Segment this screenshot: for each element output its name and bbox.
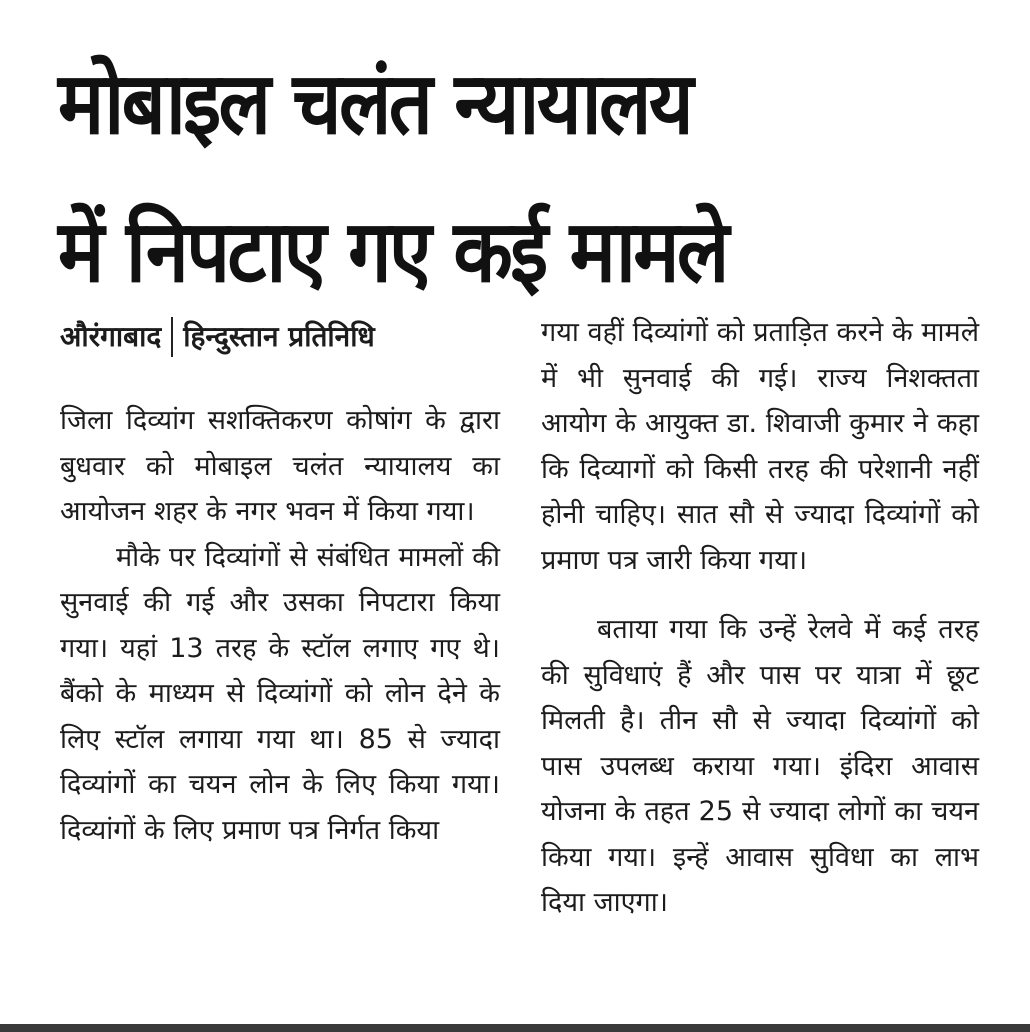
paragraph-left-1: जिला दिव्यांग सशक्तिकरण कोषांग के द्वारा बुधवार को मोबाइल चलंत न्यायालय का आयोजन शहर के नगर भवन में किया गया। <box>60 405 500 527</box>
article-column-left <box>60 310 500 853</box>
article-column-right <box>541 310 979 926</box>
paragraph-left-2: मौके पर दिव्यांगों से संबंधित मामलों की सुनवाई की गई और उसका निपटारा किया गया। यहां 13 तरह के स्टॉल लगाए गए थे। बैंको के माध्यम से दिव्यांगों को लोन देने के लिए स्टॉल लगाया गया था। 85 से ज्यादा दिव्यांगों का चयन लोन के लिए किया गया। दिव्यांगों के लिए प्रमाण पत्र निर्गत किया <box>60 541 500 846</box>
bottom-border <box>0 1024 1030 1032</box>
paragraph-right-1: गया वहीं दिव्यांगों को प्रताड़ित करने के मामले में भी सुनवाई की गई। राज्य निशक्तता आयोग के आयुक्त डा. शिवाजी कुमार ने कहा कि दिव्यागों को किसी तरह की परेशानी नहीं होनी चाहिए। सात सौ से ज्यादा दिव्यांगों को प्रमाण पत्र जारी किया गया। <box>541 317 979 576</box>
headline-line-1: मोबाइल चलंत न्यायालय <box>58 54 691 154</box>
byline-author: हिन्दुस्तान प्रतिनिधि <box>183 320 375 354</box>
byline <box>60 310 500 364</box>
byline-divider <box>171 317 173 357</box>
byline-location: औरंगाबाद <box>60 320 162 354</box>
paragraph-right-2: बताया गया कि उन्हें रेलवे में कई तरह की सुविधाएं हैं और पास पर यात्रा में छूट मिलती है। तीन सौ से ज्यादा दिव्यांगों को पास उपलब्ध कराया गया। इंदिरा आवास योजना के तहत 25 से ज्यादा लोगों का चयन किया गया। इन्हें आवास सुविधा का लाभ दिया जाएगा। <box>541 614 979 918</box>
headline-line-2: में निपटाए गए कई मामले <box>58 202 727 302</box>
headline <box>58 30 904 326</box>
